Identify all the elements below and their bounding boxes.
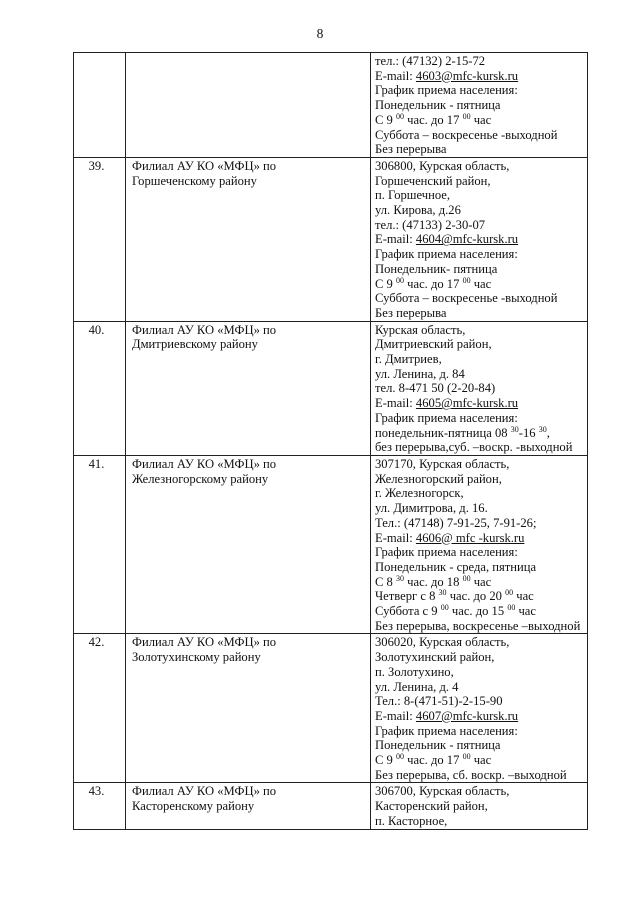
time-minutes: 30 xyxy=(510,424,519,434)
contact-line: Железногорский район, xyxy=(375,471,502,486)
email-link[interactable]: 4606@ mfc -kursk.ru xyxy=(415,530,525,545)
branch-contacts xyxy=(371,53,588,158)
contact-line: Дмитриевский район, xyxy=(375,337,492,352)
contact-line: п. Касторное, xyxy=(375,813,448,828)
contact-line: Золотухинский район, xyxy=(375,650,495,665)
email-link[interactable]: 4604@mfc-kursk.ru xyxy=(415,232,519,247)
row-number: 39. xyxy=(74,157,126,321)
branch-name xyxy=(126,53,371,158)
contact-line: E-mail: 4604@mfc-kursk.ru xyxy=(375,232,519,247)
time-minutes: 00 xyxy=(462,275,471,285)
contact-line: Тел.: 8-(471-51)-2-15-90 xyxy=(375,694,503,709)
time-minutes: 00 xyxy=(440,603,449,613)
contact-line: Касторенский район, xyxy=(375,799,488,814)
contact-line: ул. Ленина, д. 4 xyxy=(375,679,459,694)
branch-name xyxy=(126,157,371,321)
table-row xyxy=(74,783,588,829)
contact-line: С 9 $^{00}$ час. до 17 $^{00}$ час xyxy=(375,275,492,291)
contact-line: п. Золотухино, xyxy=(375,664,454,679)
branch-contacts xyxy=(371,321,588,455)
branch-name-line: Золотухинскому району xyxy=(132,650,261,665)
contact-line: Понедельник - пятница xyxy=(375,738,501,753)
branch-name-line: Касторенскому району xyxy=(132,799,255,814)
row-number: 40. xyxy=(74,321,126,455)
contact-line: Понедельник - среда, пятница xyxy=(375,559,537,574)
table-row xyxy=(74,455,588,633)
contact-line: 307170, Курская область, xyxy=(375,456,510,471)
contact-line: тел.: (47133) 2-30-07 xyxy=(375,217,486,232)
contact-line: Тел.: (47148) 7-91-25, 7-91-26; xyxy=(375,515,537,530)
branch-table-body xyxy=(74,53,588,830)
contact-line: С 9 $^{00}$ час. до 17 $^{00}$ час xyxy=(375,111,492,127)
branch-contacts xyxy=(371,783,588,829)
time-minutes: 00 xyxy=(396,275,404,285)
contact-line: Без перерыва, сб. воскр. –выходной xyxy=(375,767,567,782)
contact-line: понедельник-пятница 08 $^{30}$-16 $^{30}$, xyxy=(375,424,550,440)
branch-name xyxy=(126,634,371,783)
contact-line: г. Железногорск, xyxy=(375,486,464,501)
branch-name-line: Горшеченскому району xyxy=(132,173,257,188)
contact-line: Без перерыва xyxy=(375,305,447,320)
contact-line: С 9 $^{00}$ час. до 17 $^{00}$ час xyxy=(375,752,492,768)
time-minutes: 00 xyxy=(462,573,471,583)
row-number: 41. xyxy=(74,455,126,633)
row-number xyxy=(74,53,126,158)
email-link[interactable]: 4607@mfc-kursk.ru xyxy=(415,708,519,723)
email-link[interactable]: 4605@mfc-kursk.ru xyxy=(415,396,519,411)
row-number: 43. xyxy=(74,783,126,829)
contact-line: Без перерыва, воскресенье –выходной xyxy=(375,618,581,633)
table-row xyxy=(74,321,588,455)
branch-name-line: Филиал АУ КО «МФЦ» по xyxy=(132,456,277,471)
time-minutes: 00 xyxy=(396,752,404,762)
contact-line: тел. 8-471 50 (2-20-84) xyxy=(375,381,496,396)
branch-name xyxy=(126,455,371,633)
branch-name xyxy=(126,783,371,829)
page-number: 8 xyxy=(316,26,324,41)
contact-line: График приема населения: xyxy=(375,723,518,738)
contact-line: п. Горшечное, xyxy=(375,188,451,203)
branch-name xyxy=(126,321,371,455)
contact-line: E-mail: 4607@mfc-kursk.ru xyxy=(375,708,519,723)
time-minutes: 30 xyxy=(538,424,547,434)
contact-line: 306800, Курская область, xyxy=(375,158,510,173)
contact-line: 306020, Курская область, xyxy=(375,635,510,650)
contact-line: тел.: (47132) 2-15-72 xyxy=(375,54,486,68)
time-minutes: 00 xyxy=(505,588,514,598)
contact-line: Курская область, xyxy=(375,322,466,337)
contact-line: Суббота – воскресенье -выходной xyxy=(375,291,558,306)
time-minutes: 00 xyxy=(462,111,471,121)
contact-line: без перерыва,суб. –воскр. -выходной xyxy=(375,440,573,455)
table-row xyxy=(74,634,588,783)
time-minutes: 30 xyxy=(396,573,404,583)
contact-line: E-mail: 4605@mfc-kursk.ru xyxy=(375,396,519,411)
time-minutes: 00 xyxy=(507,603,516,613)
contact-line: График приема населения: xyxy=(375,545,518,560)
branch-contacts xyxy=(371,455,588,633)
contact-line: График приема населения: xyxy=(375,247,518,262)
time-minutes: 00 xyxy=(396,111,404,121)
contact-line: 306700, Курская область, xyxy=(375,784,510,799)
branch-contacts xyxy=(371,634,588,783)
contact-line: E-mail: 4606@ mfc -kursk.ru xyxy=(375,530,525,545)
branch-name-line: Железногорскому району xyxy=(132,471,269,486)
contact-line: Без перерыва xyxy=(375,142,447,157)
contact-line: Суббота – воскресенье -выходной xyxy=(375,127,558,142)
contact-line: График приема населения: xyxy=(375,410,518,425)
contact-line: Четверг с 8 $^{30}$ час. до 20 $^{00}$ час xyxy=(375,588,534,604)
branch-name-line: Филиал АУ КО «МФЦ» по xyxy=(132,322,277,337)
contact-line: ул. Ленина, д. 84 xyxy=(375,366,465,381)
contact-line: Суббота с 9 $^{00}$ час. до 15 $^{00}$ час xyxy=(375,603,536,619)
contact-line: ул. Димитрова, д. 16. xyxy=(375,501,488,516)
contact-line: ул. Кирова, д.26 xyxy=(375,203,461,218)
branch-name-line: Филиал АУ КО «МФЦ» по xyxy=(132,784,277,799)
table-row xyxy=(74,157,588,321)
contact-line: С 8 $^{30}$ час. до 18 $^{00}$ час xyxy=(375,573,492,589)
contact-line: График приема населения: xyxy=(375,83,518,98)
time-minutes: 30 xyxy=(438,588,447,598)
branch-contacts xyxy=(371,157,588,321)
branch-table xyxy=(73,52,588,830)
contact-line: Понедельник- пятница xyxy=(375,261,498,276)
email-link[interactable]: 4603@mfc-kursk.ru xyxy=(415,68,519,83)
table-row xyxy=(74,53,588,158)
contact-line: г. Дмитриев, xyxy=(375,352,442,367)
contact-line: Горшеченский район, xyxy=(375,173,491,188)
time-minutes: 00 xyxy=(462,752,471,762)
row-number: 42. xyxy=(74,634,126,783)
branch-name-line: Дмитриевскому району xyxy=(132,337,258,352)
branch-name-line: Филиал АУ КО «МФЦ» по xyxy=(132,158,277,173)
contact-line: E-mail: 4603@mfc-kursk.ru xyxy=(375,68,519,83)
contact-line: Понедельник - пятница xyxy=(375,98,501,113)
branch-name-line: Филиал АУ КО «МФЦ» по xyxy=(132,635,277,650)
